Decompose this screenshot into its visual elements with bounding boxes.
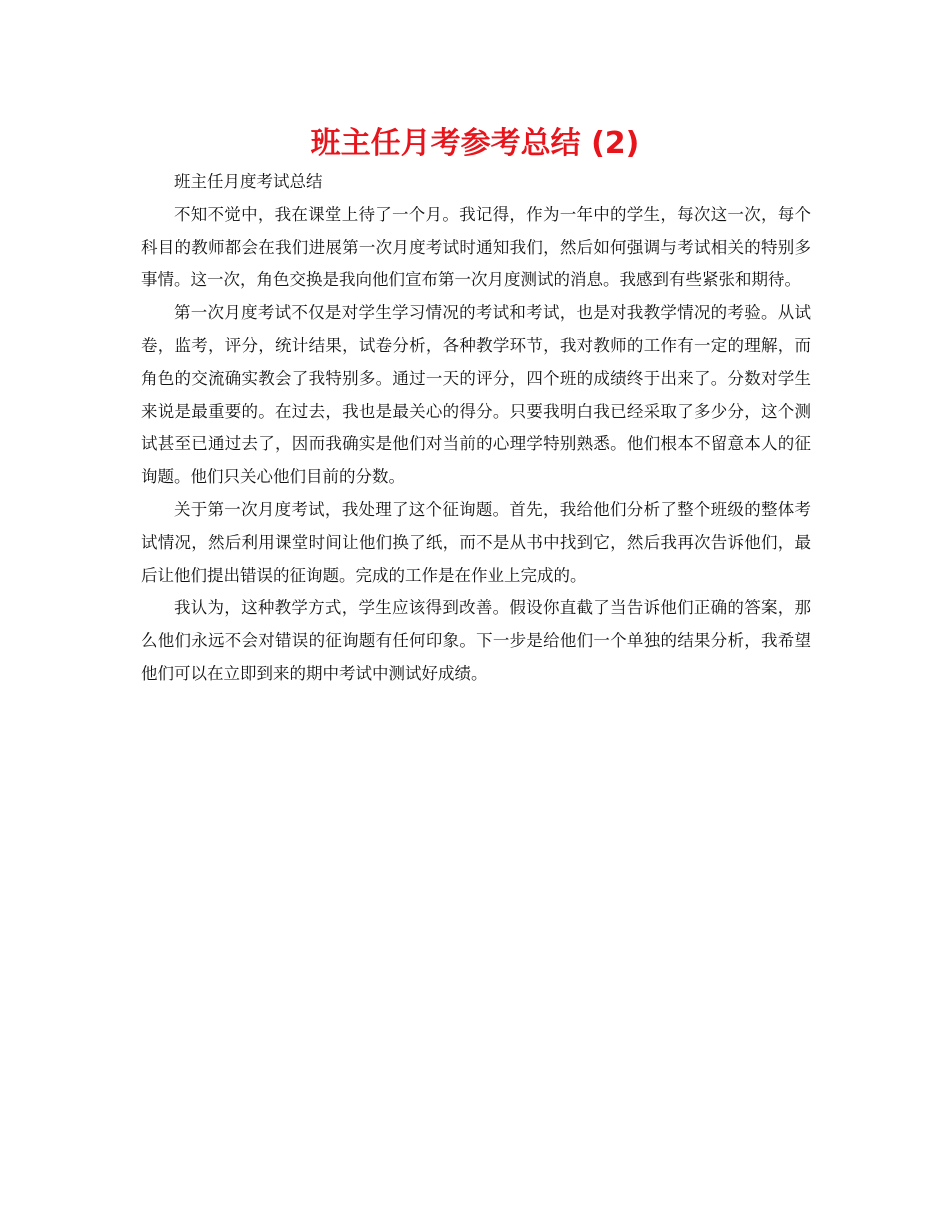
paragraph: 关于第一次月度考试，我处理了这个征询题。首先，我给他们分析了整个班级的整体考试情况，然后利用课堂时间让他们换了纸，而不是从书中找到它，然后我再次告诉他们，最后让他们提出错误的征询题。完成的工作是在作业上完成的。 [141,499,811,585]
paragraph: 我认为，这种教学方式，学生应该得到改善。假设你直截了当告诉他们正确的答案，那么他们永远不会对错误的征询题有任何印象。下一步是给他们一个单独的结果分析，我希望他们可以在立即到来的期中考试中测试好成绩。 [141,598,811,683]
document-body [141,166,811,691]
paragraph: 第一次月度考试不仅是对学生学习情况的考试和考试，也是对我教学情况的考验。从试卷，监考，评分，统计结果，试卷分析，各种教学环节，我对教师的工作有一定的理解，而角色的交流确实教会了我特别多。通过一天的评分，四个班的成绩终于出来了。分数对学生来说是最重要的。在过去，我也是最关心的得分。只要我明白我已经采取了多少分，这个测试甚至已通过去了，因而我确实是他们对当前的心理学特别熟悉。他们根本不留意本人的征询题。他们只关心他们目前的分数。 [141,303,811,487]
document-title: 班主任月考参考总结 (2) [310,126,640,161]
paragraph-subtitle: 班主任月度考试总结 [174,172,323,191]
paragraph: 不知不觉中，我在课堂上待了一个月。我记得，作为一年中的学生，每次这一次，每个科目的教师都会在我们进展第一次月度考试时通知我们，然后如何强调与考试相关的特别多事情。这一次，角色交换是我向他们宣布第一次月度测试的消息。我感到有些紧张和期待。 [141,204,811,290]
